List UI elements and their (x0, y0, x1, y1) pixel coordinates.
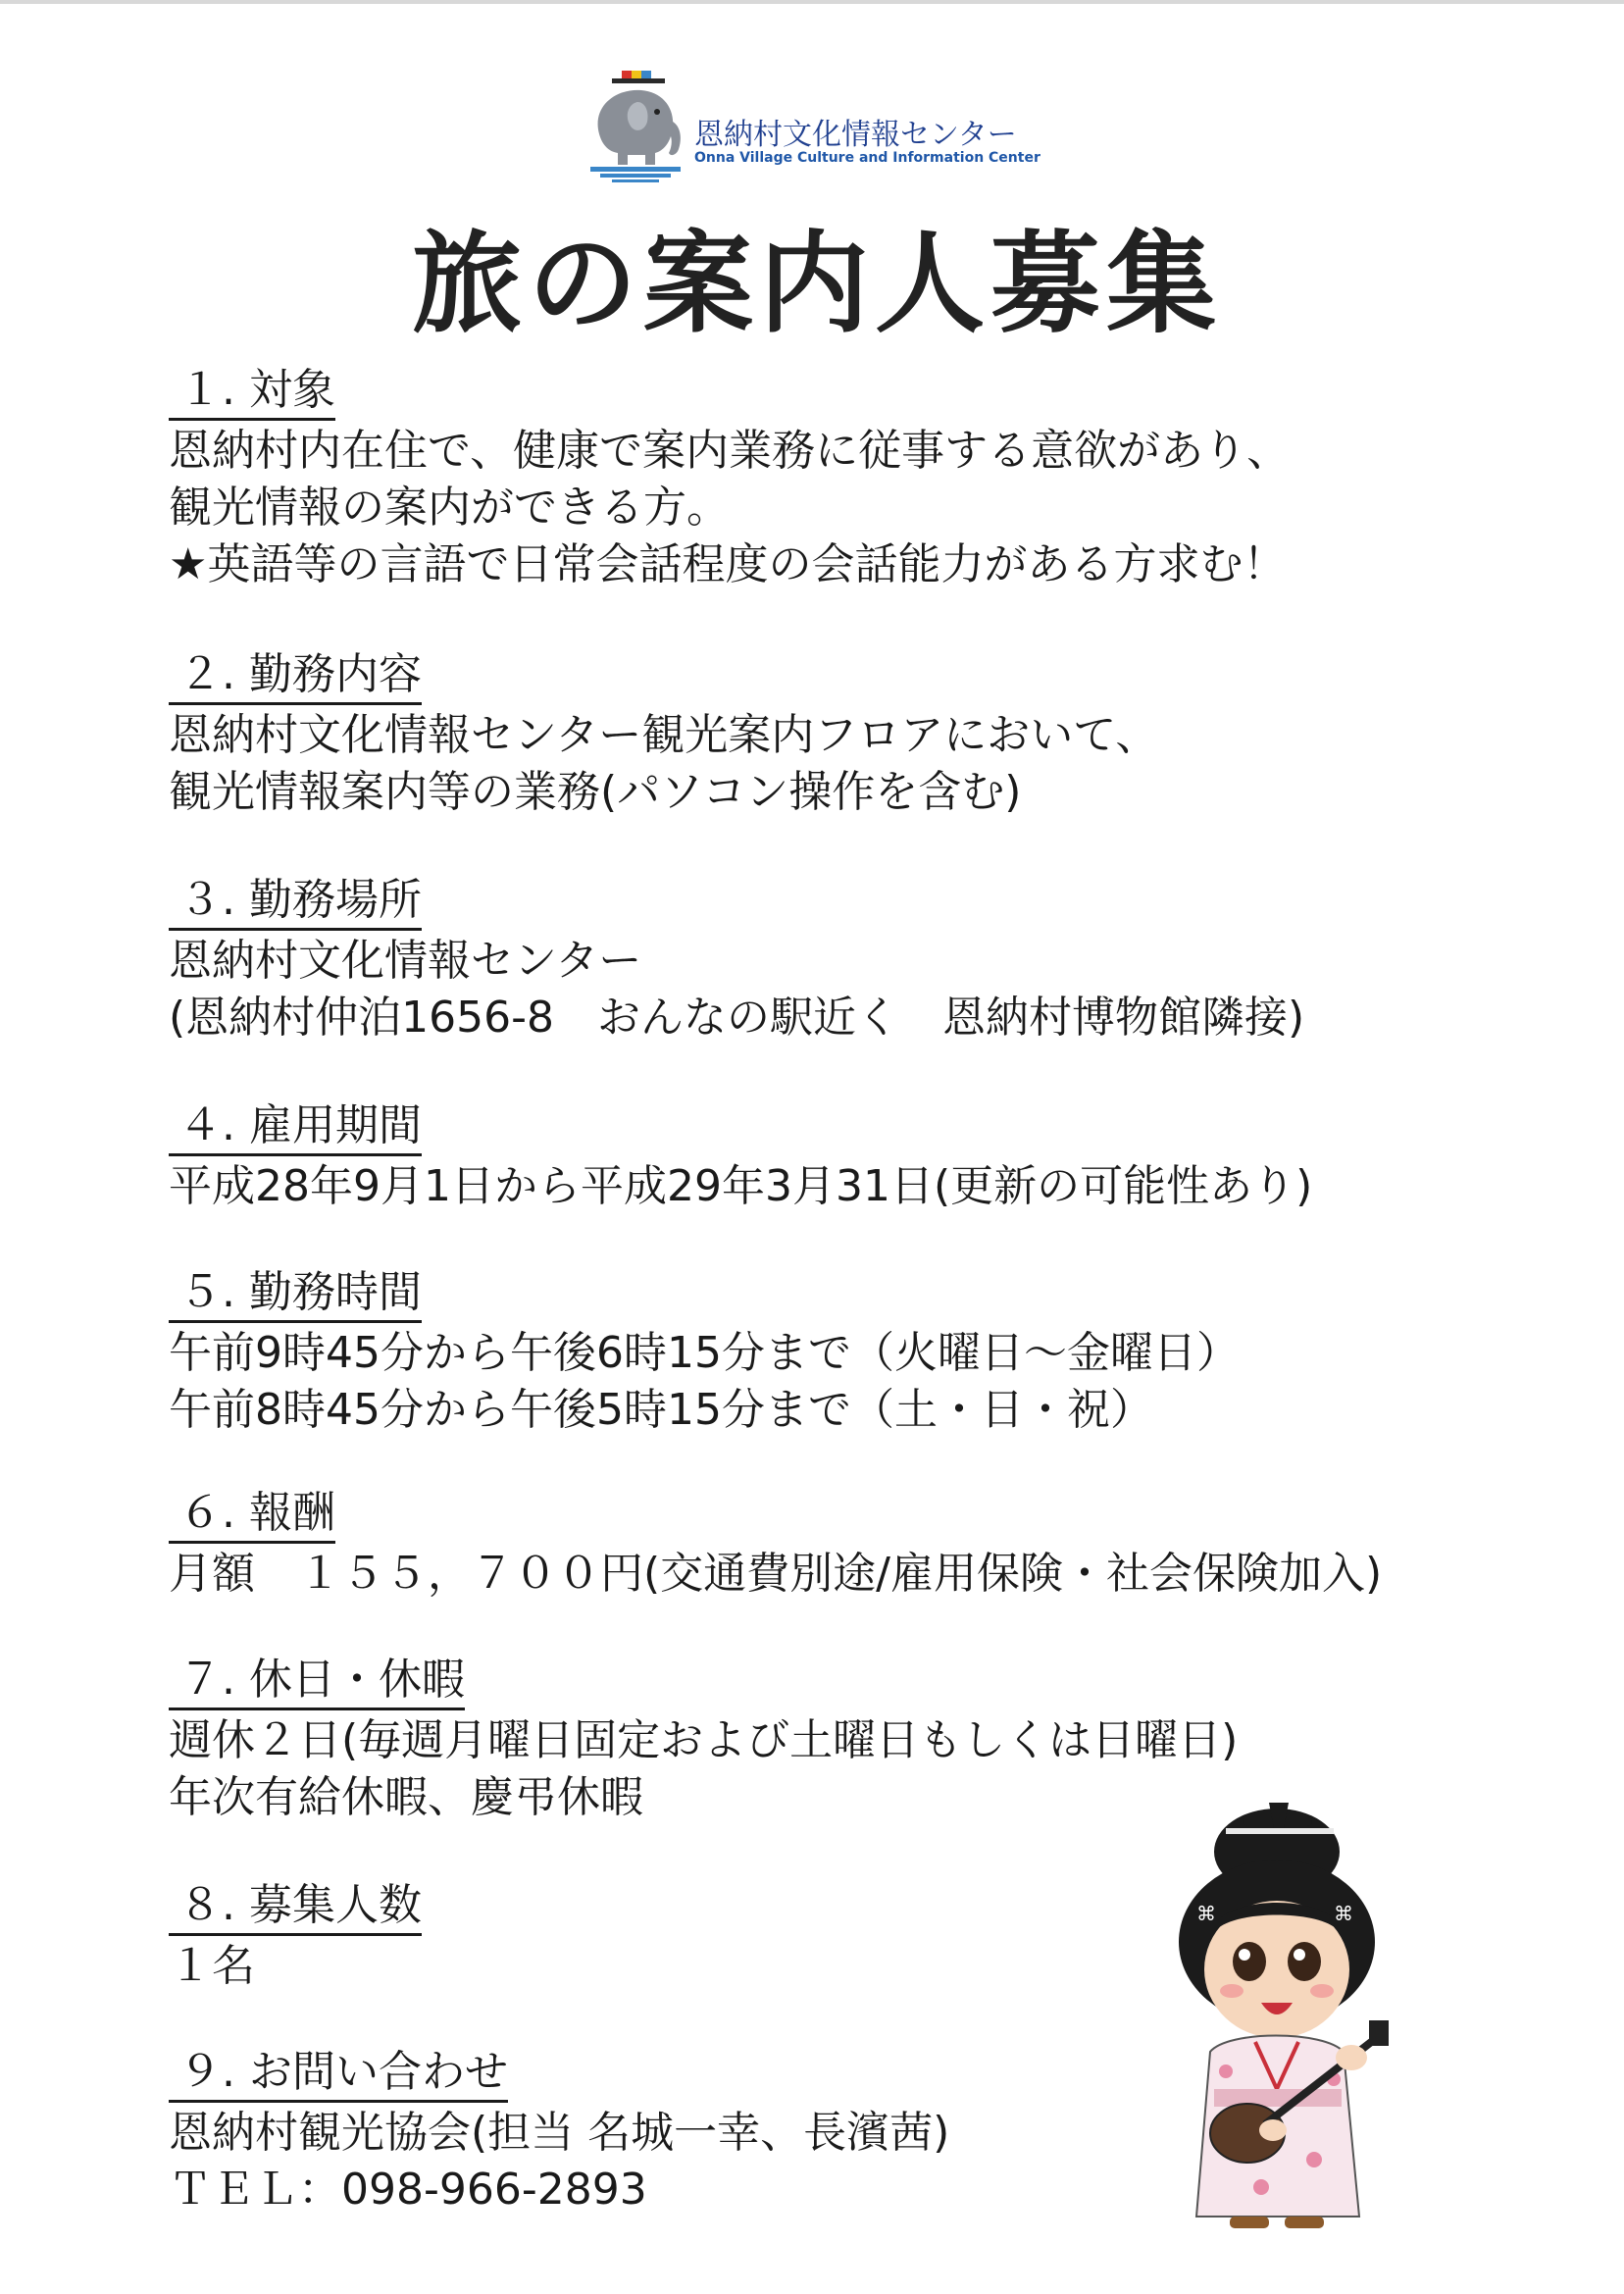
section-openings (169, 1878, 422, 1995)
section-line: 恩納村観光協会(担当 名城一幸、長濱茜) (169, 2108, 950, 2158)
section-line: 観光情報案内等の業務(パソコン操作を含む) (169, 767, 1022, 817)
section-heading: １. 対象 (169, 363, 335, 421)
section-contact (169, 2045, 949, 2218)
section-heading: ８. 募集人数 (169, 1878, 422, 1936)
section-line: 観光情報の案内ができる方。 (169, 483, 730, 533)
section-heading: ５. 勤務時間 (169, 1265, 422, 1323)
section-heading: ６. 報酬 (169, 1486, 335, 1544)
section-line: 月額 １５５，７００円(交通費別途/雇用保険・社会保険加入) (169, 1549, 1383, 1599)
section-heading: ２. 勤務内容 (169, 647, 422, 705)
section-line: 週休２日(毎週月曜日固定および土曜日もしくは日曜日) (169, 1715, 1239, 1765)
svg-text:⌘: ⌘ (1196, 1902, 1216, 1925)
section-line: (恩納村仲泊1656-8 おんなの駅近く 恩納村博物館隣接) (169, 993, 1305, 1043)
section-line: ＴＥＬ：098-966-2893 (169, 2165, 647, 2215)
section-line: 平成28年9月1日から平成29年3月31日(更新の可能性あり) (169, 1161, 1313, 1211)
logo-title: 恩納村文化情報センター (694, 118, 1017, 152)
section-line: 午前9時45分から午後6時15分まで（火曜日～金曜日） (169, 1328, 1240, 1378)
center-logo (584, 69, 1045, 186)
section-line: 恩納村内在住で、健康で案内業務に従事する意欲があり、 (169, 426, 1291, 476)
svg-text:⌘: ⌘ (1334, 1902, 1353, 1925)
section-line: 恩納村文化情報センター (169, 936, 642, 986)
section-work-location (169, 873, 1304, 1046)
section-job-content (169, 647, 1158, 821)
section-target (169, 363, 1290, 593)
section-compensation (169, 1486, 1382, 1603)
section-heading: ３. 勤務場所 (169, 873, 422, 931)
section-holidays (169, 1653, 1238, 1826)
scan-edge (0, 0, 1624, 4)
section-employment-period (169, 1098, 1312, 1215)
section-heading: ７. 休日・休暇 (169, 1653, 465, 1710)
section-line: 午前8時45分から午後5時15分まで（土・日・祝） (169, 1385, 1153, 1435)
section-line: ★英語等の言語で日常会話程度の会話能力がある方求む！ (169, 539, 1287, 589)
logo-subtitle: Onna Village Culture and Information Center (694, 150, 1040, 166)
section-work-hours (169, 1265, 1240, 1439)
section-heading: ４. 雇用期間 (169, 1098, 422, 1156)
page-title: 旅の案内人募集 (412, 221, 1222, 348)
section-line: 年次有給休暇、慶弔休暇 (169, 1772, 643, 1822)
section-line: １名 (169, 1941, 255, 1991)
okinawan-dancer-illustration (1167, 1795, 1402, 2256)
section-heading: ９. お問い合わせ (169, 2045, 508, 2103)
elephant-icon (584, 69, 686, 184)
section-line: 恩納村文化情報センター観光案内フロアにおいて、 (169, 710, 1159, 760)
